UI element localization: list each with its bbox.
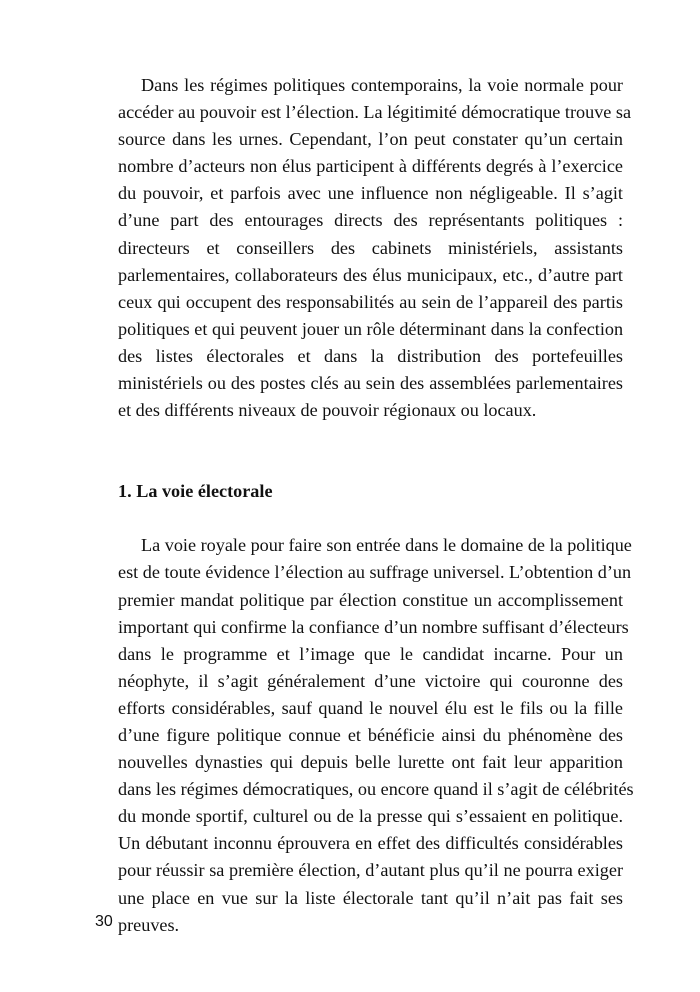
text-line: est de toute évidence l’élection au suffrage universel. L’obtention d’un xyxy=(118,562,632,583)
text-line: parlementaires, collaborateurs des élus municipaux, etc., d’autre part xyxy=(118,264,623,285)
text-line: du pouvoir, et parfois avec une influence non négligeable. Il s’agit xyxy=(118,183,623,204)
text-line: dans les régimes démocratiques, ou encore quand il s’agit de célébrités xyxy=(118,779,634,800)
text-line: La voie royale pour faire son entrée dans le domaine de la politique xyxy=(141,535,632,556)
text-line: ministériels ou des postes clés au sein des assemblées parlementaires xyxy=(118,373,623,394)
text-line: d’une part des entourages directs des représentants politiques : xyxy=(118,210,623,231)
text-line: nouvelles dynasties qui depuis belle lurette ont fait leur apparition xyxy=(118,752,623,773)
text-line: efforts considérables, sauf quand le nouvel élu est le fils ou la fille xyxy=(118,697,623,718)
document-page xyxy=(95,72,634,939)
text-line: pour réussir sa première élection, d’autant plus qu’il ne pourra exiger xyxy=(118,860,623,881)
text-line: du monde sportif, culturel ou de la presse qui s’essaient en politique. xyxy=(118,806,623,827)
text-line: preuves. xyxy=(118,914,180,935)
page-number: 30 xyxy=(95,913,113,930)
text-line: ceux qui occupent des responsabilités au sein de l’appareil des partis xyxy=(118,291,623,312)
text-line: néophyte, il s’agit généralement d’une victoire qui couronne des xyxy=(118,670,623,691)
section-heading: 1. La voie électorale xyxy=(118,481,273,502)
text-line: politiques et qui peuvent jouer un rôle déterminant dans la confection xyxy=(118,318,624,339)
text-line: des listes électorales et dans la distribution des portefeuilles xyxy=(118,345,623,366)
text-line: d’une figure politique connue et bénéficie ainsi du phénomène des xyxy=(118,724,623,745)
text-line: Un débutant inconnu éprouvera en effet des difficultés considérables xyxy=(118,833,623,854)
text-line: Dans les régimes politiques contemporains, la voie normale pour xyxy=(141,75,623,95)
text-line: directeurs et conseillers des cabinets ministériels, assistants xyxy=(118,237,623,258)
text-line: accéder au pouvoir est l’élection. La légitimité démocratique trouve sa xyxy=(118,102,632,123)
paragraph-intro xyxy=(95,72,632,424)
text-line: premier mandat politique par élection constitue un accomplissement xyxy=(118,589,623,610)
text-line: nombre d’acteurs non élus participent à différents degrés à l’exercice xyxy=(118,156,623,177)
text-line: important qui confirme la confiance d’un nombre suffisant d’électeurs xyxy=(118,616,629,637)
text-line: dans le programme et l’image que le candidat incarne. Pour un xyxy=(118,643,623,664)
text-line: et des différents niveaux de pouvoir régionaux ou locaux. xyxy=(118,400,537,421)
text-line: source dans les urnes. Cependant, l’on peut constater qu’un certain xyxy=(118,129,623,150)
paragraph-electoral-path xyxy=(95,532,634,938)
text-line: une place en vue sur la liste électorale tant qu’il n’ait pas fait ses xyxy=(118,887,623,908)
